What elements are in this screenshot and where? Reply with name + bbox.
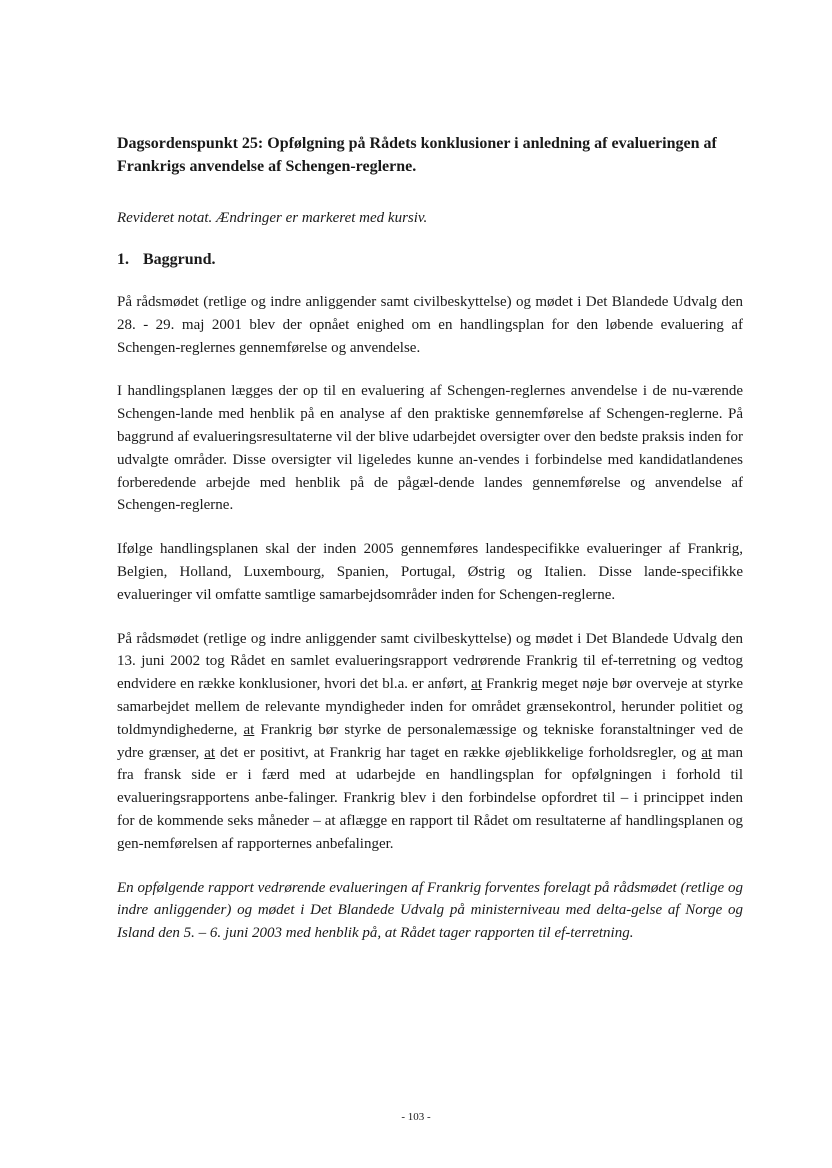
section-number: 1. xyxy=(117,251,129,268)
underlined-at: at xyxy=(701,744,713,761)
paragraph-revised-italic: En opfølgende rapport vedrørende evalueringen af Frankrig forventes forelagt på rådsmødet (retlige og indre anliggender) og mødet i Det Blandede Udvalg på ministerniveau med delta-gelse af Norge og Island den 5. – 6. juni 2003 med henblik på, at Rådet tager rapporten til ef-terretning. xyxy=(117,879,743,942)
document-page xyxy=(117,132,743,945)
paragraph-background-4 xyxy=(117,628,743,856)
paragraph-text: man fra fransk side er i færd med at udarbejde en handlingsplan for opfølgningen i forhold til evalueringsrapportens anbe-falinger. Frankrig blev i den forbindelse opfordret til – i princippet inden for de kommende seks måneder – at aflægge en rapport til Rådet om resultaterne af handlingsplanen og gen-nemførelsen af rapporternes anbefalinger. xyxy=(117,744,744,852)
page-number: - 103 - xyxy=(401,1111,431,1123)
section-title: Baggrund. xyxy=(143,251,216,268)
underlined-at: at xyxy=(471,676,482,693)
underlined-at: at xyxy=(243,721,255,738)
paragraph-text: det er positivt, at Frankrig har taget en række øjeblikkelige forholdsregler, og xyxy=(215,744,702,761)
section-heading xyxy=(117,249,743,271)
revision-note: Revideret notat. Ændringer er markeret med kursiv. xyxy=(117,210,428,226)
paragraph-background-3: Ifølge handlingsplanen skal der inden 2005 gennemføres landespecifikke evalueringer af Frankrig, Belgien, Holland, Luxembourg, Spanien, Portugal, Østrig og Italien. Disse lande-specifikke evalueringer vil omfatte samtlige samarbejdsområder inden for Schengen-reglerne. xyxy=(117,541,743,603)
paragraph-text: Frankrig meget nøje bør overveje at styrke samarbejdet mellem de relevante myndigheder inden for området grænsekontrol, herunder politiet og toldmyndighederne, xyxy=(117,676,743,738)
paragraph-text: På rådsmødet (retlige og indre anliggender samt civilbeskyttelse) og mødet i Det Blandede Udvalg den 13. juni 2002 tog Rådet en samlet evalueringsrapport vedrørende Frankrig til ef-terretning og vedtog endvidere en række konklusioner, hvori det bl.a. er anført, xyxy=(117,630,743,693)
paragraph-background-1: På rådsmødet (retlige og indre anliggender samt civilbeskyttelse) og mødet i Det Blandede Udvalg den 28. - 29. maj 2001 blev der opnået enighed om en handlingsplan for den løbende evaluering af Schengen-reglernes gennemførelse og anvendelse. xyxy=(117,294,743,356)
paragraph-text: Frankrig bør styrke de personalemæssige og tekniske foranstaltninger ved de ydre grænser, xyxy=(117,721,743,761)
underlined-at: at xyxy=(204,744,216,761)
paragraph-background-2: I handlingsplanen lægges der op til en evaluering af Schengen-reglernes anvendelse i de nu-værende Schengen-lande med henblik på en analyse af den praktiske gennemførelse af Schengen-reglerne. På baggrund af evalueringsresultaterne vil der blive udarbejdet oversigter over den bedste praksis inden for udvalgte områder. Disse oversigter vil ligeledes kunne an-vendes i forbindelse med kandidatlandenes forberedende arbejde med henblik på de pågæl-dende landes gennemførelse og anvendelse af Schengen-reglerne. xyxy=(117,383,743,514)
agenda-item-title: Dagsordenspunkt 25: Opfølgning på Rådets konklusioner i anledning af evalueringen af Frankrigs anvendelse af Schengen-reglerne. xyxy=(117,135,717,175)
